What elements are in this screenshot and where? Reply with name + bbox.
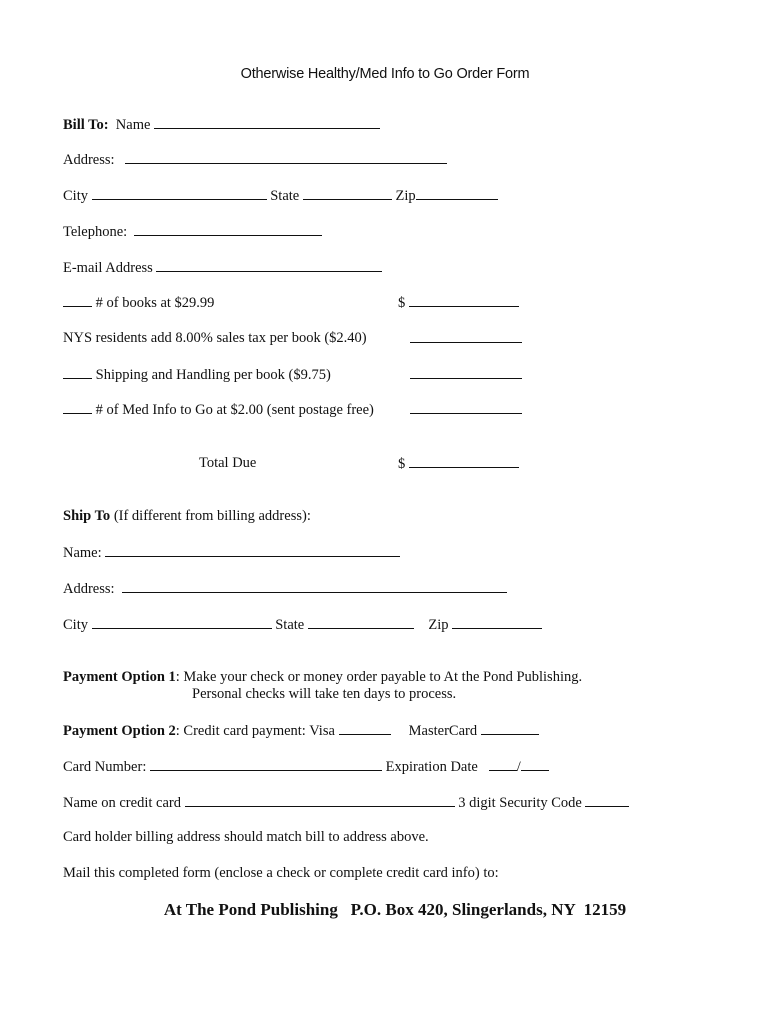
medinfo-amount (410, 400, 522, 419)
bill-to-zip-label: Zip (395, 188, 416, 204)
bill-to-city-label: City (63, 188, 88, 204)
name-on-card-row (63, 793, 629, 812)
shipping-amount (410, 365, 522, 384)
payment-option1-heading: Payment Option 1 (63, 669, 176, 685)
ship-to-zip-label: Zip (428, 617, 449, 633)
total-amount-field[interactable] (409, 454, 519, 468)
tax-amount (410, 329, 522, 348)
name-on-card-field[interactable] (185, 793, 455, 807)
payment-option2-text: : Credit card payment: Visa (175, 723, 335, 739)
bill-to-state-label: State (270, 188, 300, 204)
expiration-month-field[interactable] (489, 757, 517, 771)
ship-to-address-row (63, 579, 507, 598)
mastercard-field[interactable] (481, 721, 539, 735)
books-currency: $ (398, 295, 406, 311)
security-code-field[interactable] (585, 793, 629, 807)
bill-to-email-row (63, 258, 382, 277)
visa-field[interactable] (339, 721, 391, 735)
bill-to-telephone-label: Telephone: (63, 224, 128, 240)
shipping-label: Shipping and Handling per book ($9.75) (95, 367, 331, 383)
ship-to-heading-row (63, 507, 311, 525)
mastercard-label: MasterCard (408, 723, 478, 739)
books-amount (398, 293, 519, 312)
card-number-field[interactable] (150, 757, 382, 771)
ship-to-name-field[interactable] (105, 543, 400, 557)
medinfo-row (63, 400, 374, 419)
bill-to-city-row (63, 186, 498, 205)
bill-to-name-field[interactable] (154, 115, 380, 129)
ship-to-address-label: Address: (63, 581, 115, 597)
bill-to-telephone-row (63, 222, 322, 241)
security-code-label: 3 digit Security Code (458, 795, 582, 811)
bill-to-address-field[interactable] (125, 150, 447, 164)
books-row (63, 293, 214, 312)
medinfo-qty-field[interactable] (63, 400, 92, 414)
payment-option2-row (63, 721, 539, 740)
shipping-amount-field[interactable] (410, 365, 522, 379)
medinfo-amount-field[interactable] (410, 400, 522, 414)
expiration-year-field[interactable] (521, 757, 549, 771)
payment-option1-row (63, 668, 582, 686)
total-due-label: Total Due (199, 455, 257, 471)
bill-to-heading: Bill To: (63, 117, 109, 133)
ship-to-name-label: Name: (63, 545, 102, 561)
form-title: Otherwise Healthy/Med Info to Go Order Form (240, 66, 530, 82)
tax-amount-field[interactable] (410, 329, 522, 343)
ship-to-name-row (63, 543, 400, 562)
total-amount (398, 454, 519, 473)
bill-to-telephone-field[interactable] (134, 222, 322, 236)
ship-to-heading-note: (If different from billing address): (113, 508, 311, 524)
name-on-card-label: Name on credit card (63, 795, 181, 811)
ship-to-zip-field[interactable] (452, 615, 542, 629)
total-currency: $ (398, 456, 406, 472)
bill-to-email-field[interactable] (156, 258, 382, 272)
ship-to-city-row (63, 615, 542, 634)
ship-to-state-label: State (275, 617, 305, 633)
bill-to-address-label: Address: (63, 152, 115, 168)
bill-to-zip-field[interactable] (416, 186, 498, 200)
shipping-qty-field[interactable] (63, 365, 92, 379)
payment-option1-text: : Make your check or money order payable to At the Pond Publishing. (175, 669, 583, 685)
bill-to-email-label: E-mail Address (63, 260, 153, 276)
books-label: # of books at $29.99 (95, 295, 215, 311)
expiration-separator: / (516, 759, 521, 775)
tax-label: NYS residents add 8.00% sales tax per book ($2.40) (63, 330, 367, 346)
ship-to-address-field[interactable] (122, 579, 507, 593)
payment-option2-heading: Payment Option 2 (63, 723, 176, 739)
ship-to-heading: Ship To (63, 508, 111, 524)
card-number-label: Card Number: (63, 759, 147, 775)
ship-to-city-field[interactable] (92, 615, 272, 629)
tax-row (63, 329, 367, 347)
payment-option1-text2: Personal checks will take ten days to process. (192, 686, 457, 702)
bill-to-address-row (63, 150, 447, 169)
card-number-row (63, 757, 549, 776)
expiration-label: Expiration Date (385, 759, 478, 775)
mail-note: Mail this completed form (enclose a check or complete credit card info) to: (63, 865, 499, 881)
books-amount-field[interactable] (409, 293, 519, 307)
medinfo-label: # of Med Info to Go at $2.00 (sent postage free) (95, 402, 374, 418)
billing-note: Card holder billing address should match bill to address above. (63, 829, 429, 845)
shipping-row (63, 365, 331, 384)
ship-to-state-field[interactable] (308, 615, 414, 629)
books-qty-field[interactable] (63, 293, 92, 307)
bill-to-city-field[interactable] (92, 186, 267, 200)
publisher-address: At The Pond Publishing P.O. Box 420, Slingerlands, NY 12159 (163, 900, 627, 919)
ship-to-city-label: City (63, 617, 88, 633)
bill-to-name-label: Name (115, 117, 151, 133)
bill-to-name-row (63, 115, 380, 134)
bill-to-state-field[interactable] (303, 186, 392, 200)
